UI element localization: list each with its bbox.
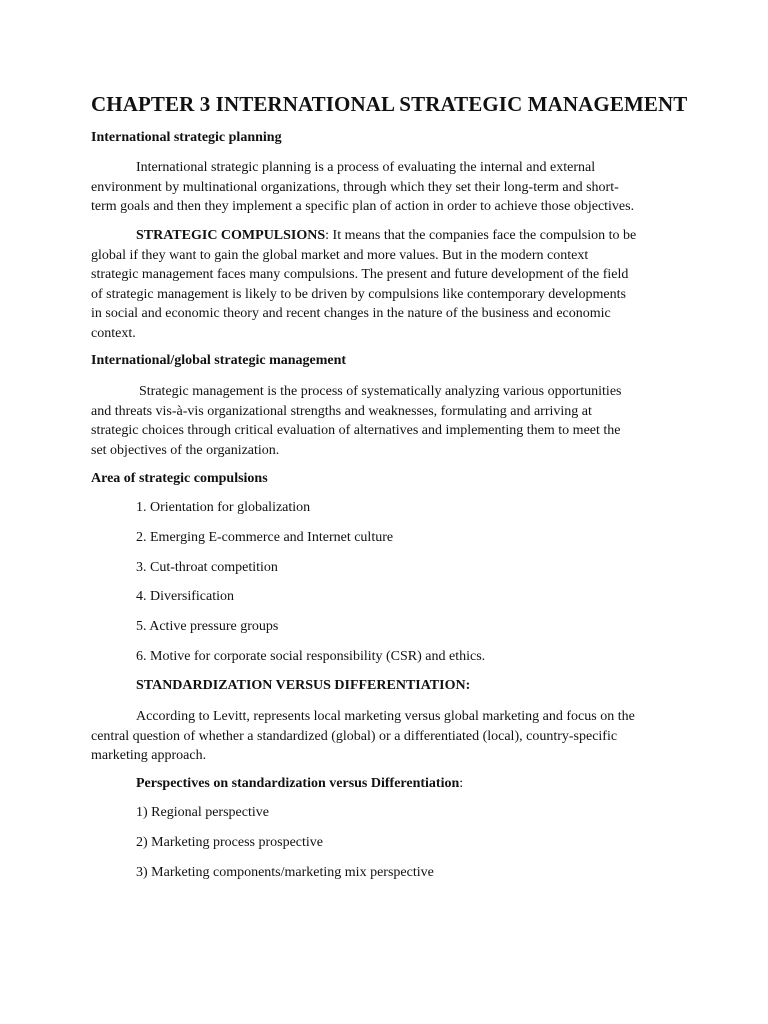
section-heading-strategic-planning: International strategic planning xyxy=(91,130,282,145)
paragraph-line: global if they want to gain the global market and more values. But in the modern context xyxy=(91,247,589,263)
list-item: 5. Active pressure groups xyxy=(136,619,279,634)
paragraph-line: Strategic management is the process of systematically analyzing various opportunities xyxy=(139,384,622,399)
paragraph-line: central question of whether a standardized (global) or a differentiated (local), country-specific xyxy=(91,728,618,744)
section-heading-global-strategic-management: International/global strategic management xyxy=(91,353,347,368)
paragraph-strategic-compulsions xyxy=(91,226,681,344)
list-item: 1) Regional perspective xyxy=(136,805,269,820)
chapter-title: CHAPTER 3 INTERNATIONAL STRATEGIC MANAGEMENT xyxy=(91,92,688,116)
paragraph-standardization xyxy=(91,707,681,766)
list-item: 6. Motive for corporate social responsibility (CSR) and ethics. xyxy=(136,649,486,664)
paragraph-line xyxy=(91,226,681,246)
strategic-compulsions-lead: STRATEGIC COMPULSIONS xyxy=(136,228,326,243)
list-item: 1. Orientation for globalization xyxy=(136,500,311,515)
list-item: 2) Marketing process prospective xyxy=(136,835,323,850)
section-heading-perspectives xyxy=(136,776,463,792)
paragraph-line: According to Levitt, represents local marketing versus global marketing and focus on the xyxy=(136,709,635,724)
paragraph-global-strategic-management xyxy=(91,382,681,460)
paragraph-line: set objectives of the organization. xyxy=(91,442,280,458)
section-heading-standardization: STANDARDIZATION VERSUS DIFFERENTIATION: xyxy=(136,678,471,693)
perspectives-heading-colon: : xyxy=(459,776,464,791)
paragraph-line: strategic management faces many compulsions. The present and future development of the field xyxy=(91,267,629,283)
paragraph-line: term goals and then they implement a specific plan of action in order to achieve those objectives. xyxy=(91,199,635,215)
paragraph-strategic-planning xyxy=(91,158,681,217)
strategic-compulsions-text: : It means that the companies face the compulsion to be xyxy=(325,228,637,243)
perspectives-heading-text: Perspectives on standardization versus Differentiation xyxy=(136,776,460,791)
section-heading-area-compulsions: Area of strategic compulsions xyxy=(91,471,268,486)
list-item: 4. Diversification xyxy=(136,589,234,604)
list-item: 2. Emerging E-commerce and Internet culture xyxy=(136,530,394,545)
paragraph-line: context. xyxy=(91,325,136,341)
list-item: 3. Cut-throat competition xyxy=(136,560,278,575)
paragraph-line: of strategic management is likely to be driven by compulsions like contemporary developments xyxy=(91,286,626,302)
paragraph-line: in social and economic theory and recent changes in the nature of the business and economic xyxy=(91,306,611,322)
paragraph-line: marketing approach. xyxy=(91,748,207,764)
paragraph-line: and threats vis-à-vis organizational strengths and weaknesses, formulating and arriving at xyxy=(91,403,592,419)
paragraph-line: environment by multinational organizations, through which they set their long-term and short- xyxy=(91,179,619,195)
paragraph-line: strategic choices through critical evaluation of alternatives and implementing them to meet the xyxy=(91,423,621,439)
list-item: 3) Marketing components/marketing mix perspective xyxy=(136,865,434,880)
paragraph-line: International strategic planning is a process of evaluating the internal and external xyxy=(136,160,596,175)
